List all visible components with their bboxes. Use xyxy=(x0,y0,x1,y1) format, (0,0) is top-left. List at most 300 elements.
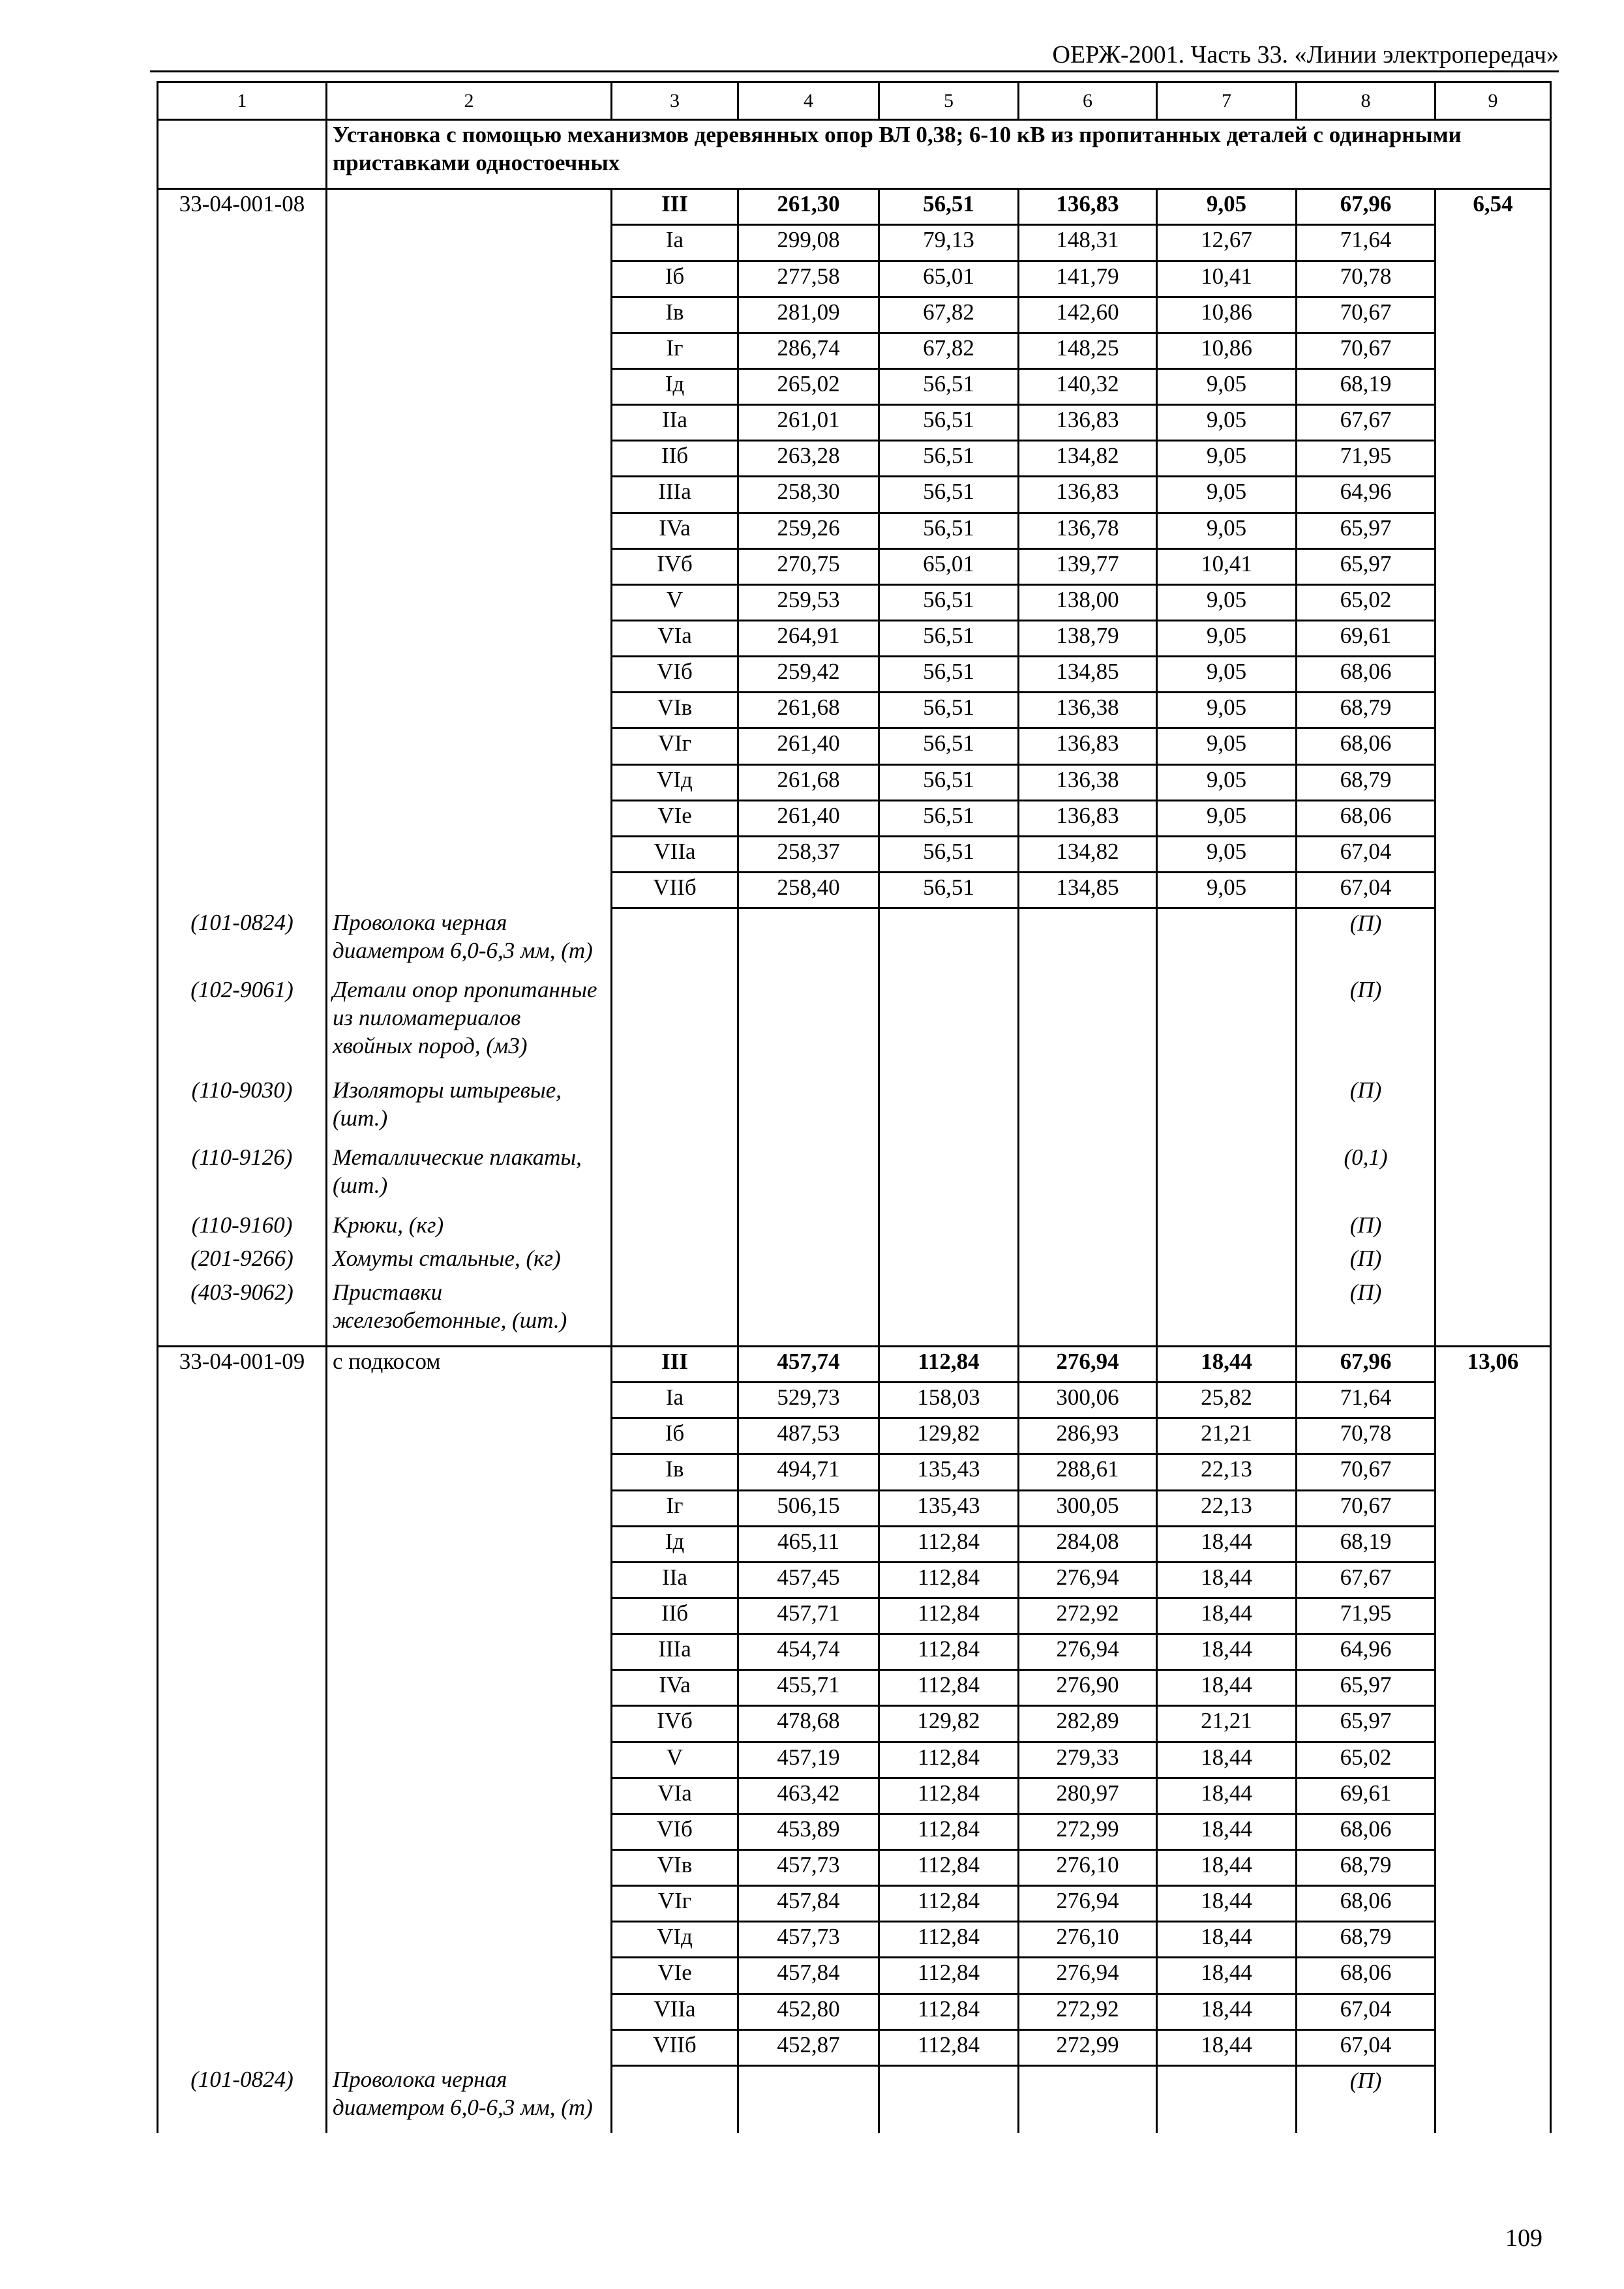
empty-cell xyxy=(1019,1244,1157,1278)
norm-description-cell xyxy=(327,513,612,548)
value-cell: 142,60 xyxy=(1019,297,1157,333)
value-cell: 67,82 xyxy=(879,297,1019,333)
table-row xyxy=(158,764,1551,800)
empty-cell xyxy=(1157,1278,1297,1347)
total-cell xyxy=(1436,1922,1551,1958)
norm-description-cell: с подкосом xyxy=(327,1347,612,1383)
zone-cell: Iб xyxy=(612,1418,738,1454)
norm-code-cell xyxy=(158,657,327,693)
value-cell: 112,84 xyxy=(879,1347,1019,1383)
norm-code-cell xyxy=(158,1383,327,1418)
material-code: (403-9062) xyxy=(158,1278,327,1347)
value-cell: 65,97 xyxy=(1297,1706,1436,1742)
value-cell: 276,94 xyxy=(1019,1562,1157,1598)
value-cell: 68,06 xyxy=(1297,1958,1436,1994)
norm-description-cell xyxy=(327,872,612,908)
value-cell: 136,83 xyxy=(1019,405,1157,441)
norm-description-cell xyxy=(327,261,612,297)
zone-cell: V xyxy=(612,1742,738,1778)
header-title: ОЕРЖ-2001. Часть 33. «Линии электропередач» xyxy=(1052,41,1559,68)
norm-code-cell xyxy=(158,1994,327,2029)
value-cell: 494,71 xyxy=(738,1454,879,1490)
total-cell xyxy=(1436,1454,1551,1490)
norm-code-cell xyxy=(158,333,327,368)
empty-cell xyxy=(879,1278,1019,1347)
value-cell: 258,37 xyxy=(738,836,879,872)
zone-cell: Iв xyxy=(612,297,738,333)
total-cell xyxy=(1436,1814,1551,1849)
value-cell: 9,05 xyxy=(1157,657,1297,693)
value-cell: 18,44 xyxy=(1157,1562,1297,1598)
material-quantity: (П) xyxy=(1297,1076,1436,1143)
value-cell: 18,44 xyxy=(1157,1670,1297,1706)
value-cell: 67,96 xyxy=(1297,189,1436,225)
zone-cell: VIд xyxy=(612,764,738,800)
value-cell: 18,44 xyxy=(1157,1814,1297,1849)
column-number: 9 xyxy=(1436,82,1551,120)
empty-cell xyxy=(612,1211,738,1245)
value-cell: 288,61 xyxy=(1019,1454,1157,1490)
table-row xyxy=(158,728,1551,764)
value-cell: 112,84 xyxy=(879,1994,1019,2029)
value-cell: 112,84 xyxy=(879,2029,1019,2065)
value-cell: 65,97 xyxy=(1297,1670,1436,1706)
value-cell: 18,44 xyxy=(1157,1526,1297,1562)
zone-cell: VIв xyxy=(612,693,738,728)
value-cell: 9,05 xyxy=(1157,477,1297,513)
total-cell xyxy=(1436,513,1551,548)
value-cell: 68,06 xyxy=(1297,1886,1436,1922)
value-cell: 21,21 xyxy=(1157,1706,1297,1742)
total-cell xyxy=(1436,261,1551,297)
material-code: (110-9030) xyxy=(158,1076,327,1143)
total-cell xyxy=(1436,1562,1551,1598)
value-cell: 68,79 xyxy=(1297,764,1436,800)
value-cell: 277,58 xyxy=(738,261,879,297)
value-cell: 263,28 xyxy=(738,441,879,477)
value-cell: 56,51 xyxy=(879,477,1019,513)
norm-code-cell xyxy=(158,1562,327,1598)
value-cell: 457,73 xyxy=(738,1850,879,1886)
empty-cell xyxy=(1436,1143,1551,1210)
empty-cell xyxy=(1436,908,1551,976)
value-cell: 18,44 xyxy=(1157,1778,1297,1814)
value-cell: 9,05 xyxy=(1157,189,1297,225)
norm-code-cell xyxy=(158,405,327,441)
table-row xyxy=(158,1562,1551,1598)
value-cell: 457,71 xyxy=(738,1598,879,1634)
total-cell xyxy=(1436,1778,1551,1814)
value-cell: 136,38 xyxy=(1019,764,1157,800)
norm-code-cell xyxy=(158,1670,327,1706)
value-cell: 463,42 xyxy=(738,1778,879,1814)
norm-description-cell xyxy=(327,800,612,836)
page-header xyxy=(150,36,1559,76)
value-cell: 56,51 xyxy=(879,584,1019,620)
value-cell: 70,78 xyxy=(1297,261,1436,297)
table-row xyxy=(158,1742,1551,1778)
zone-cell: Iв xyxy=(612,1454,738,1490)
empty-cell xyxy=(612,1143,738,1210)
value-cell: 454,74 xyxy=(738,1634,879,1670)
norm-code-cell xyxy=(158,1598,327,1634)
value-cell: 134,82 xyxy=(1019,836,1157,872)
empty-cell xyxy=(1436,2065,1551,2133)
value-cell: 134,82 xyxy=(1019,441,1157,477)
value-cell: 67,04 xyxy=(1297,2029,1436,2065)
value-cell: 68,06 xyxy=(1297,800,1436,836)
norm-description-cell xyxy=(327,297,612,333)
value-cell: 112,84 xyxy=(879,1562,1019,1598)
value-cell: 9,05 xyxy=(1157,764,1297,800)
value-cell: 64,96 xyxy=(1297,477,1436,513)
value-cell: 112,84 xyxy=(879,1526,1019,1562)
norm-code-cell xyxy=(158,1850,327,1886)
norm-code-cell xyxy=(158,297,327,333)
value-cell: 158,03 xyxy=(879,1383,1019,1418)
norm-description-cell xyxy=(327,333,612,368)
norm-description-cell xyxy=(327,1958,612,1994)
empty-cell xyxy=(1157,976,1297,1077)
value-cell: 457,84 xyxy=(738,1886,879,1922)
norm-code-cell xyxy=(158,1706,327,1742)
value-cell: 68,79 xyxy=(1297,1922,1436,1958)
column-number: 8 xyxy=(1297,82,1436,120)
total-cell xyxy=(1436,2029,1551,2065)
norm-code-cell xyxy=(158,620,327,656)
table-row xyxy=(158,1922,1551,1958)
norm-description-cell xyxy=(327,2029,612,2065)
norm-description-cell xyxy=(327,1706,612,1742)
value-cell: 112,84 xyxy=(879,1886,1019,1922)
material-name: Проволока черная диаметром 6,0-6,3 мм, (т) xyxy=(327,908,612,976)
value-cell: 112,84 xyxy=(879,1778,1019,1814)
value-cell: 258,30 xyxy=(738,477,879,513)
norm-description-cell xyxy=(327,1778,612,1814)
empty-cell xyxy=(879,1244,1019,1278)
table-row xyxy=(158,189,1551,225)
zone-cell: Iд xyxy=(612,1526,738,1562)
value-cell: 56,51 xyxy=(879,513,1019,548)
total-cell xyxy=(1436,872,1551,908)
column-number: 7 xyxy=(1157,82,1297,120)
zone-cell: IIб xyxy=(612,441,738,477)
empty-cell xyxy=(1157,1244,1297,1278)
value-cell: 270,75 xyxy=(738,548,879,584)
empty-cell xyxy=(1157,1076,1297,1143)
zone-cell: IVa xyxy=(612,513,738,548)
norm-code-cell xyxy=(158,1634,327,1670)
value-cell: 134,85 xyxy=(1019,872,1157,908)
norm-code-cell xyxy=(158,764,327,800)
value-cell: 65,02 xyxy=(1297,584,1436,620)
norm-code-cell xyxy=(158,872,327,908)
material-quantity: (П) xyxy=(1297,2065,1436,2133)
value-cell: 56,51 xyxy=(879,657,1019,693)
norm-description-cell xyxy=(327,836,612,872)
material-quantity: (П) xyxy=(1297,976,1436,1077)
zone-cell: Iд xyxy=(612,368,738,404)
value-cell: 79,13 xyxy=(879,225,1019,261)
zone-cell: VIa xyxy=(612,1778,738,1814)
column-number: 6 xyxy=(1019,82,1157,120)
value-cell: 69,61 xyxy=(1297,620,1436,656)
empty-cell xyxy=(1019,1143,1157,1210)
value-cell: 138,79 xyxy=(1019,620,1157,656)
value-cell: 18,44 xyxy=(1157,1958,1297,1994)
norm-description-cell xyxy=(327,1598,612,1634)
value-cell: 112,84 xyxy=(879,1670,1019,1706)
table-row xyxy=(158,1850,1551,1886)
zone-cell: VIIб xyxy=(612,2029,738,2065)
value-cell: 10,41 xyxy=(1157,261,1297,297)
value-cell: 455,71 xyxy=(738,1670,879,1706)
total-cell xyxy=(1436,800,1551,836)
empty-cell xyxy=(1019,1278,1157,1347)
table-row xyxy=(158,1454,1551,1490)
value-cell: 282,89 xyxy=(1019,1706,1157,1742)
value-cell: 9,05 xyxy=(1157,872,1297,908)
value-cell: 56,51 xyxy=(879,728,1019,764)
value-cell: 276,94 xyxy=(1019,1958,1157,1994)
value-cell: 9,05 xyxy=(1157,441,1297,477)
table-row xyxy=(158,225,1551,261)
material-name: Металлические плакаты, (шт.) xyxy=(327,1143,612,1210)
empty-cell xyxy=(1019,1211,1157,1245)
value-cell: 129,82 xyxy=(879,1706,1019,1742)
zone-cell: IVa xyxy=(612,1670,738,1706)
zone-cell: VIб xyxy=(612,1814,738,1849)
value-cell: 65,01 xyxy=(879,548,1019,584)
value-cell: 281,09 xyxy=(738,297,879,333)
norm-description-cell xyxy=(327,693,612,728)
norm-code-cell xyxy=(158,1454,327,1490)
norm-code-cell xyxy=(158,477,327,513)
value-cell: 112,84 xyxy=(879,1742,1019,1778)
value-cell: 141,79 xyxy=(1019,261,1157,297)
zone-cell: IIa xyxy=(612,405,738,441)
value-cell: 70,67 xyxy=(1297,1454,1436,1490)
norm-code-cell xyxy=(158,1526,327,1562)
total-cell xyxy=(1436,836,1551,872)
zone-cell: IIб xyxy=(612,1598,738,1634)
empty-cell xyxy=(879,2065,1019,2133)
total-cell xyxy=(1436,1706,1551,1742)
value-cell: 68,06 xyxy=(1297,657,1436,693)
empty-cell xyxy=(879,1076,1019,1143)
material-code: (101-0824) xyxy=(158,2065,327,2133)
norm-code-cell xyxy=(158,548,327,584)
norm-description-cell xyxy=(327,657,612,693)
empty-cell xyxy=(612,908,738,976)
value-cell: 68,79 xyxy=(1297,1850,1436,1886)
norm-code-cell xyxy=(158,225,327,261)
material-row xyxy=(158,976,1551,1077)
value-cell: 276,94 xyxy=(1019,1347,1157,1383)
table-row xyxy=(158,1958,1551,1994)
table-row xyxy=(158,1634,1551,1670)
value-cell: 452,80 xyxy=(738,1994,879,2029)
value-cell: 18,44 xyxy=(1157,1634,1297,1670)
value-cell: 286,74 xyxy=(738,333,879,368)
norm-code-cell xyxy=(158,584,327,620)
material-code: (201-9266) xyxy=(158,1244,327,1278)
value-cell: 112,84 xyxy=(879,1814,1019,1849)
value-cell: 272,92 xyxy=(1019,1598,1157,1634)
total-cell xyxy=(1436,1526,1551,1562)
value-cell: 10,41 xyxy=(1157,548,1297,584)
value-cell: 129,82 xyxy=(879,1418,1019,1454)
value-cell: 22,13 xyxy=(1157,1454,1297,1490)
norm-description-cell xyxy=(327,1383,612,1418)
value-cell: 18,44 xyxy=(1157,1850,1297,1886)
empty-cell xyxy=(879,908,1019,976)
table-row xyxy=(158,2029,1551,2065)
material-row xyxy=(158,2065,1551,2133)
value-cell: 264,91 xyxy=(738,620,879,656)
empty-cell xyxy=(1019,2065,1157,2133)
norm-code-cell xyxy=(158,441,327,477)
value-cell: 112,84 xyxy=(879,1922,1019,1958)
value-cell: 71,95 xyxy=(1297,1598,1436,1634)
zone-cell: Ia xyxy=(612,225,738,261)
value-cell: 148,25 xyxy=(1019,333,1157,368)
value-cell: 9,05 xyxy=(1157,368,1297,404)
value-cell: 261,01 xyxy=(738,405,879,441)
total-cell xyxy=(1436,1598,1551,1634)
table-row xyxy=(158,1886,1551,1922)
total-cell: 13,06 xyxy=(1436,1347,1551,1383)
value-cell: 148,31 xyxy=(1019,225,1157,261)
zone-cell: VIг xyxy=(612,728,738,764)
value-cell: 529,73 xyxy=(738,1383,879,1418)
value-cell: 18,44 xyxy=(1157,1886,1297,1922)
section-blank-cell xyxy=(158,119,327,189)
table-row xyxy=(158,513,1551,548)
total-cell xyxy=(1436,728,1551,764)
empty-cell xyxy=(879,976,1019,1077)
empty-cell xyxy=(1157,1143,1297,1210)
value-cell: 67,82 xyxy=(879,333,1019,368)
material-row xyxy=(158,1278,1551,1347)
total-cell xyxy=(1436,405,1551,441)
material-quantity: (П) xyxy=(1297,1278,1436,1347)
value-cell: 70,67 xyxy=(1297,1490,1436,1526)
column-number: 4 xyxy=(738,82,879,120)
total-cell xyxy=(1436,620,1551,656)
empty-cell xyxy=(1019,976,1157,1077)
empty-cell xyxy=(1436,1244,1551,1278)
norm-description-cell xyxy=(327,1454,612,1490)
zone-cell: IVб xyxy=(612,1706,738,1742)
value-cell: 261,68 xyxy=(738,764,879,800)
table-row xyxy=(158,477,1551,513)
total-cell xyxy=(1436,1850,1551,1886)
value-cell: 12,67 xyxy=(1157,225,1297,261)
total-cell xyxy=(1436,225,1551,261)
table-row xyxy=(158,333,1551,368)
value-cell: 67,04 xyxy=(1297,1994,1436,2029)
value-cell: 9,05 xyxy=(1157,800,1297,836)
norm-description-cell xyxy=(327,1670,612,1706)
empty-cell xyxy=(1157,2065,1297,2133)
column-number: 2 xyxy=(327,82,612,120)
value-cell: 276,90 xyxy=(1019,1670,1157,1706)
material-name: Проволока черная диаметром 6,0-6,3 мм, (т) xyxy=(327,2065,612,2133)
table-row xyxy=(158,1490,1551,1526)
value-cell: 56,51 xyxy=(879,620,1019,656)
value-cell: 135,43 xyxy=(879,1490,1019,1526)
table-row xyxy=(158,693,1551,728)
norm-description-cell xyxy=(327,728,612,764)
material-quantity: (П) xyxy=(1297,1244,1436,1278)
material-quantity: (0,1) xyxy=(1297,1143,1436,1210)
material-name: Крюки, (кг) xyxy=(327,1211,612,1245)
norm-code-cell xyxy=(158,1742,327,1778)
value-cell: 68,19 xyxy=(1297,1526,1436,1562)
section-title: Установка с помощью механизмов деревянных опор ВЛ 0,38; 6-10 кВ из пропитанных деталей с одинарными приставками одностоечных xyxy=(327,119,1551,189)
table-row xyxy=(158,368,1551,404)
zone-cell: VIe xyxy=(612,800,738,836)
value-cell: 18,44 xyxy=(1157,1347,1297,1383)
value-cell: 136,83 xyxy=(1019,728,1157,764)
total-cell xyxy=(1436,333,1551,368)
table-row xyxy=(158,441,1551,477)
material-row xyxy=(158,908,1551,976)
norm-description-cell xyxy=(327,405,612,441)
table-row xyxy=(158,872,1551,908)
zone-cell: III xyxy=(612,189,738,225)
value-cell: 68,79 xyxy=(1297,693,1436,728)
table-row xyxy=(158,1814,1551,1849)
material-quantity: (П) xyxy=(1297,1211,1436,1245)
zone-cell: III xyxy=(612,1347,738,1383)
value-cell: 261,40 xyxy=(738,728,879,764)
norm-code-cell xyxy=(158,1886,327,1922)
material-name: Приставки железобетонные, (шт.) xyxy=(327,1278,612,1347)
value-cell: 56,51 xyxy=(879,800,1019,836)
value-cell: 56,51 xyxy=(879,368,1019,404)
zone-cell: V xyxy=(612,584,738,620)
value-cell: 272,99 xyxy=(1019,2029,1157,2065)
norm-description-cell xyxy=(327,764,612,800)
value-cell: 261,40 xyxy=(738,800,879,836)
norm-code-cell xyxy=(158,2029,327,2065)
value-cell: 272,92 xyxy=(1019,1994,1157,2029)
value-cell: 9,05 xyxy=(1157,513,1297,548)
empty-cell xyxy=(612,1244,738,1278)
empty-cell xyxy=(738,1211,879,1245)
zone-cell: VIIб xyxy=(612,872,738,908)
value-cell: 457,84 xyxy=(738,1958,879,1994)
value-cell: 21,21 xyxy=(1157,1418,1297,1454)
total-cell xyxy=(1436,1418,1551,1454)
empty-cell xyxy=(1019,1076,1157,1143)
value-cell: 487,53 xyxy=(738,1418,879,1454)
section-header-row xyxy=(158,119,1551,189)
value-cell: 284,08 xyxy=(1019,1526,1157,1562)
value-cell: 67,04 xyxy=(1297,836,1436,872)
norm-code-cell xyxy=(158,1490,327,1526)
material-name: Изоляторы штыревые, (шт.) xyxy=(327,1076,612,1143)
norm-description-cell xyxy=(327,1922,612,1958)
value-cell: 300,05 xyxy=(1019,1490,1157,1526)
value-cell: 18,44 xyxy=(1157,1598,1297,1634)
norm-description-cell xyxy=(327,584,612,620)
total-cell xyxy=(1436,693,1551,728)
zone-cell: VIa xyxy=(612,620,738,656)
zone-cell: VIIa xyxy=(612,836,738,872)
